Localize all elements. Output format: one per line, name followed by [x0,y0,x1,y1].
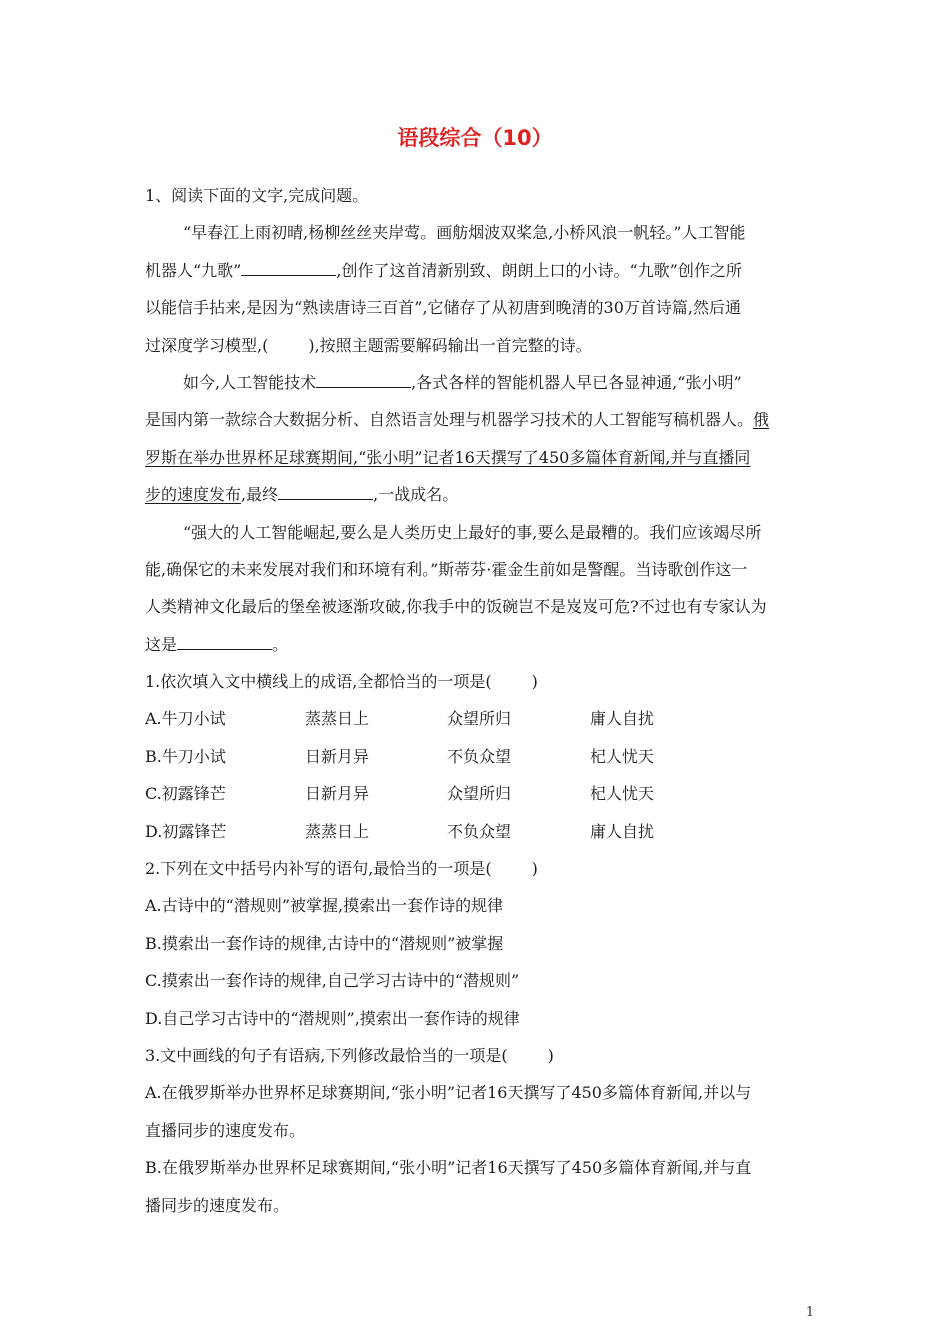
text-segment: ,各式各样的智能机器人早已各显神通,“张小明” [411,372,742,392]
text-segment: 1.依次填入文中横线上的成语,全都恰当的一项是( [145,672,492,692]
q3-option-b-line1: B.在俄罗斯举办世界杯足球赛期间,“张小明”记者16天撰写了450多篇体育新闻,并与直 [145,1158,752,1178]
underlined-sentence: 步的速度发布 [145,485,242,505]
option-cell: 杞人忧天 [590,746,655,766]
fill-blank-2 [316,371,411,388]
text-segment: 机器人“九歌” [145,260,242,280]
option-cell: 日新月异 [305,784,370,804]
p3-line4 [145,631,807,668]
text-segment: 是国内第一款综合大数据分析、自然语言处理与机器学习技术的人工智能写稿机器人。 [145,410,754,430]
option-cell: 蒸蒸日上 [305,709,370,729]
q1-stem [145,668,807,705]
text-segment: ) [531,859,538,879]
p1-line4 [145,332,807,369]
text-segment: 如今,人工智能技术 [183,372,317,392]
document-body [145,182,807,1229]
option-cell: 杞人忧天 [590,784,655,804]
p1-line3: 以能信手拈来,是因为“熟读唐诗三百首”,它储存了从初唐到晚清的30万首诗篇,然后通 [145,298,741,318]
text-segment: ,一战成名。 [373,485,459,505]
option-cell: A.牛刀小试 [145,709,226,729]
question-intro: 1、阅读下面的文字,完成问题。 [145,186,369,205]
option-cell: 庸人自扰 [590,709,655,729]
fill-blank-1 [241,259,336,276]
q2-stem [145,855,807,892]
text-segment: ) [547,1045,554,1065]
text-segment: 2.下列在文中括号内补写的语句,最恰当的一项是( [145,859,492,879]
q1-option-a [145,705,807,742]
text-segment: 这是 [145,634,178,654]
p3-line2: 能,确保它的未来发展对我们和环境有利。”斯蒂芬·霍金生前如是警醒。当诗歌创作这一 [145,559,748,579]
page-title: 语段综合（10） [397,126,553,150]
p2-line4 [145,481,807,518]
p2-line2 [145,406,807,443]
q1-option-c [145,780,807,817]
option-cell: 众望所归 [447,709,512,729]
text-segment: ) [531,672,538,692]
q2-option-a: A.古诗中的“潜规则”被掌握,摸索出一套作诗的规律 [145,896,504,916]
p3-line1: “强大的人工智能崛起,要么是人类历史上最好的事,要么是最糟的。我们应该竭尽所 [183,522,762,542]
q1-option-b [145,743,807,780]
q3-option-a-line1: A.在俄罗斯举办世界杯足球赛期间,“张小明”记者16天撰写了450多篇体育新闻,并以与 [145,1083,752,1103]
option-cell: 蒸蒸日上 [305,821,370,841]
q3-option-a-line2: 直播同步的速度发布。 [145,1120,306,1140]
q2-option-d: D.自己学习古诗中的“潜规则”,摸索出一套作诗的规律 [145,1008,520,1028]
option-cell: D.初露锋芒 [145,821,227,841]
option-cell: 庸人自扰 [590,821,655,841]
underlined-sentence: 俄 [753,410,770,430]
p2-line1 [145,369,807,406]
text-segment: ),按照主题需要解码输出一首完整的诗。 [308,335,592,355]
q2-option-c: C.摸索出一套作诗的规律,自己学习古诗中的“潜规则” [145,971,520,991]
q2-option-b: B.摸索出一套作诗的规律,古诗中的“潜规则”被掌握 [145,933,504,953]
p1-line1: “早春江上雨初晴,杨柳丝丝夹岸莺。画舫烟波双桨急,小桥风浪一帆轻。”人工智能 [183,223,746,243]
q1-option-d [145,818,807,855]
option-cell: 不负众望 [447,821,512,841]
option-cell: 日新月异 [305,746,370,766]
option-cell: 众望所归 [447,784,512,804]
fill-blank-3 [278,483,373,500]
option-cell: C.初露锋芒 [145,784,226,804]
page-number: 1 [805,1305,815,1320]
text-segment: ,最终 [241,485,279,505]
q3-option-b-line2: 播同步的速度发布。 [145,1195,290,1215]
text-segment: 过深度学习模型,( [145,335,269,355]
text-segment: 。 [272,634,289,654]
fill-blank-4 [177,633,272,650]
q3-stem [145,1042,807,1079]
text-segment: ,创作了这首清新别致、朗朗上口的小诗。“九歌”创作之所 [336,260,742,280]
option-cell: B.牛刀小试 [145,746,226,766]
option-cell: 不负众望 [447,746,512,766]
underlined-sentence: 罗斯在举办世界杯足球赛期间,“张小明”记者16天撰写了450多篇体育新闻,并与直播同 [145,447,751,467]
p1-line2 [145,257,807,294]
text-segment: 3.文中画线的句子有语病,下列修改最恰当的一项是( [145,1045,508,1065]
p3-line3: 人类精神文化最后的堡垒被逐渐攻破,你我手中的饭碗岂不是岌岌可危?不过也有专家认为 [145,597,767,617]
